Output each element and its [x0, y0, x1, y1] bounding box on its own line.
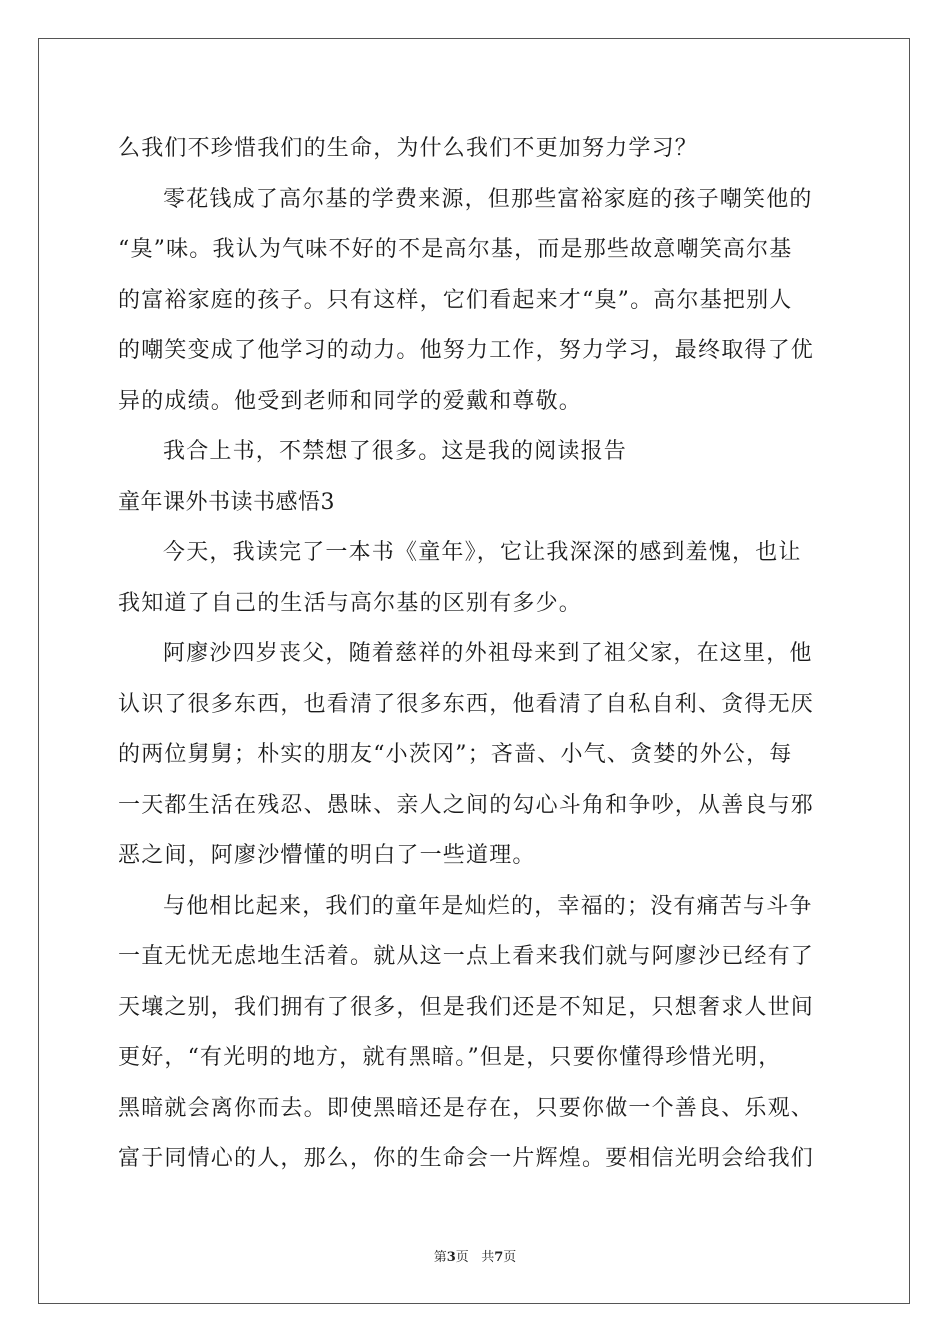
text-line: “臭”味。我认为气味不好的不是高尔基，而是那些故意嘲笑高尔基: [118, 237, 793, 262]
text-line: 异的成绩。他受到老师和同学的爱戴和尊敬。: [118, 388, 583, 414]
footer-total-suffix: 页: [503, 1250, 517, 1265]
text-line: 的两位舅舅；朴实的朋友“小茨冈”；吝啬、小气、贪婪的外公，每: [118, 742, 793, 767]
text-line: 天壤之别，我们拥有了很多，但是我们还是不知足，只想奢求人世间: [118, 994, 815, 1020]
text-line: 一天都生活在残忍、愚昧、亲人之间的勾心斗角和争吵，从善良与邪: [118, 792, 815, 818]
text-line: 今天，我读完了一本书《童年》，它让我深深的感到羞愧，也让: [163, 540, 802, 565]
text-line: 阿廖沙四岁丧父，随着慈祥的外祖母来到了祖父家，在这里，他: [163, 641, 813, 666]
text-line: 黑暗就会离你而去。即使黑暗还是存在，只要你做一个善良、乐观、: [118, 1095, 815, 1121]
footer-page-suffix: 页: [455, 1250, 469, 1265]
text-line: 的嘲笑变成了他学习的动力。他努力工作，努力学习，最终取得了优: [118, 338, 815, 363]
page-footer: [0, 1246, 950, 1265]
document-body: [118, 124, 832, 1185]
text-line: 么我们不珍惜我们的生命，为什么我们不更加努力学习？: [118, 136, 699, 161]
text-line: 认识了很多东西，也看清了很多东西，他看清了自私自利、贪得无厌: [118, 691, 815, 717]
text-line: 我合上书，不禁想了很多。这是我的阅读报告: [163, 439, 628, 464]
text-line: 恶之间，阿廖沙懵懂的明白了一些道理。: [118, 843, 536, 868]
text-line: 更好，“有光明的地方，就有黑暗。”但是，只要你懂得珍惜光明，: [118, 1045, 782, 1070]
footer-total-prefix: 共: [481, 1250, 495, 1265]
footer-prefix: 第: [433, 1250, 447, 1265]
section-heading: 童年课外书读书感悟3: [118, 489, 335, 515]
text-line: 我知道了自己的生活与高尔基的区别有多少。: [118, 590, 583, 616]
footer-total-pages: 7: [494, 1250, 504, 1265]
text-line: 零花钱成了高尔基的学费来源，但那些富裕家庭的孩子嘲笑他的: [163, 186, 813, 212]
footer-page-number: 3: [446, 1250, 456, 1265]
text-line: 一直无忧无虑地生活着。就从这一点上看来我们就与阿廖沙已经有了: [118, 944, 815, 969]
text-line: 的富裕家庭的孩子。只有这样，它们看起来才“臭”。高尔基把别人: [118, 287, 793, 313]
text-line: 与他相比起来，我们的童年是灿烂的，幸福的；没有痛苦与斗争: [163, 893, 813, 919]
text-line: 富于同情心的人，那么，你的生命会一片辉煌。要相信光明会给我们: [118, 1146, 815, 1171]
